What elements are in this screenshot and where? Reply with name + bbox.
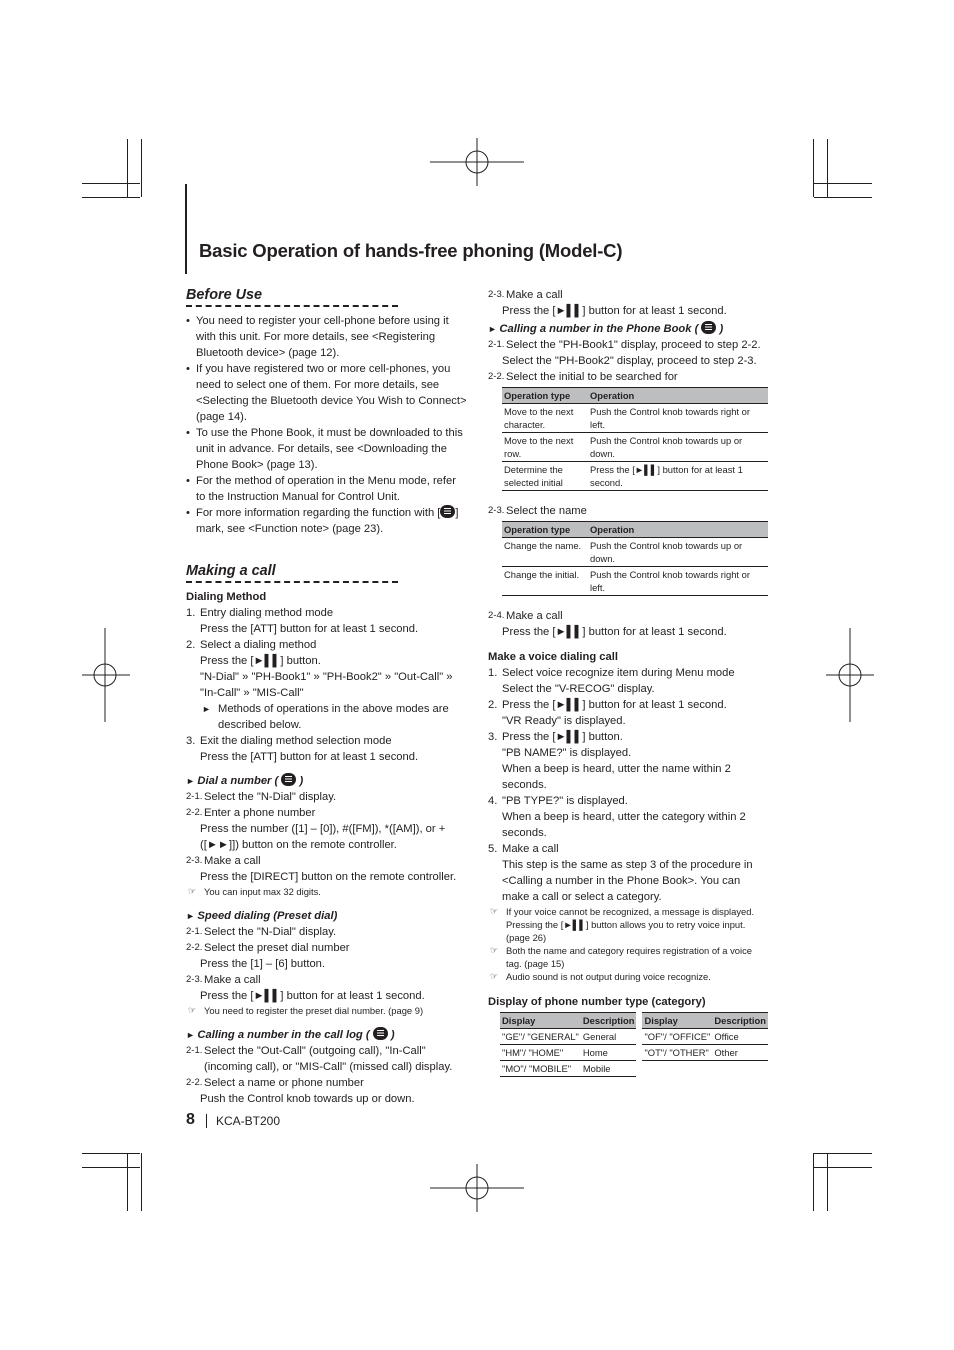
table-cell: General — [581, 1029, 640, 1045]
registration-mark-top — [430, 138, 524, 186]
step-1: 1. Entry dialing method mode — [186, 607, 334, 619]
table-cell: Push the Control knob towards right or left. — [588, 404, 768, 433]
table-cell: Mobile — [581, 1061, 640, 1077]
category-heading: Display of phone number type (category) — [488, 996, 706, 1008]
voice-note: ☞ Audio sound is not output during voice recognize. — [490, 971, 711, 982]
table-row — [502, 433, 768, 462]
pb-step-2-1-b: Select the "PH-Book2" display, proceed to step 2-3. — [502, 355, 757, 367]
table-cell — [712, 1061, 768, 1077]
name-select-table — [502, 521, 768, 596]
left-column — [186, 287, 468, 1107]
list-item: • If you have registered two or more cell-phones, you need to select one of them. For more details, see <Selecting the Bluetooth device You Wish to Connect> (page 14). — [186, 361, 468, 425]
pb-step-2-1: 2-1. Select the "PH-Book1" display, proceed to step 2-2. — [488, 339, 761, 351]
table-header: Description — [712, 1013, 768, 1029]
table-cell: Other — [712, 1045, 768, 1061]
table-row — [502, 538, 768, 567]
table-cell: Push the Control knob towards up or down. — [588, 433, 768, 462]
table-row — [502, 567, 768, 596]
category-table — [500, 1012, 768, 1077]
log-step-2-2: 2-2. Select a name or phone number — [186, 1077, 364, 1089]
pb-step-2-4-text: Press the [►▌▌] button for at least 1 second. — [502, 626, 727, 638]
list-item: • You need to register your cell-phone before using it with this unit. For more details, see <Registering Bluetooth device> (page 12). — [186, 313, 468, 361]
arrow-icon: ► — [202, 704, 211, 714]
dial-step-2-1: 2-1. Select the "N-Dial" display. — [186, 791, 337, 803]
table-cell: "OT"/ "OTHER" — [639, 1045, 712, 1061]
table-header: Operation type — [502, 522, 588, 538]
voice-step-5-text: This step is the same as step 3 of the procedure in <Calling a number in the Phone Book>. You can make a call or select a category. — [502, 859, 753, 903]
step-2-modes: "N-Dial" » "PH-Book1" » "PH-Book2" » "Out-Call" » "In-Call" » "MIS-Call" — [200, 671, 453, 699]
voice-step-3: 3. Press the [►▌▌] button. — [488, 731, 623, 743]
voice-dial-heading: Make a voice dialing call — [488, 651, 618, 663]
step-2-text: Press the [►▌▌] button. — [200, 655, 321, 667]
log-step-2-2-text: Push the Control knob towards up or down. — [200, 1093, 415, 1105]
table-cell: "OF"/ "OFFICE" — [639, 1029, 712, 1045]
before-use-list — [186, 313, 468, 537]
table-cell: Press the [►▌▌] button for at least 1 second. — [588, 462, 768, 491]
voice-step-5: 5. Make a call — [488, 843, 559, 855]
table-row — [500, 1029, 768, 1045]
voice-step-3-text: "PB NAME?" is displayed. — [502, 747, 632, 759]
table-row — [502, 404, 768, 433]
note-icon: ☞ — [188, 886, 197, 896]
dialing-method-heading: Dialing Method — [186, 591, 267, 603]
table-cell: Home — [581, 1045, 640, 1061]
call-log-heading: ► Calling a number in the call log ( ) — [186, 1029, 395, 1041]
table-cell: Move to the next character. — [502, 404, 588, 433]
arrow-icon: ► — [488, 324, 500, 334]
table-cell: Determine the selected initial — [502, 462, 588, 491]
function-note-icon — [373, 1027, 388, 1040]
speed-step-2-3-text: Press the [►▌▌] button for at least 1 second. — [200, 990, 425, 1002]
page-number: 8 — [186, 1111, 195, 1128]
dial-step-2-2: 2-2. Enter a phone number — [186, 807, 316, 819]
voice-step-2: 2. Press the [►▌▌] button for at least 1 second. — [488, 699, 727, 711]
arrow-icon: ► — [186, 911, 198, 921]
table-cell: "MO"/ "MOBILE" — [500, 1061, 581, 1077]
log-step-2-3: 2-3. Make a call — [488, 289, 563, 301]
table-header: Display — [500, 1013, 581, 1029]
before-use-heading: Before Use — [186, 287, 468, 313]
dial-number-heading: ► Dial a number ( ) — [186, 775, 304, 787]
log-step-2-3-text: Press the [►▌▌] button for at least 1 second. — [502, 305, 727, 317]
list-item: • For more information regarding the function with [ ] mark, see <Function note> (page 23). — [186, 505, 468, 537]
voice-step-4-text: When a beep is heard, utter the category within 2 seconds. — [502, 811, 746, 839]
step-1-text: Press the [ATT] button for at least 1 second. — [200, 623, 419, 635]
table-row — [502, 462, 768, 491]
log-step-2-1: 2-1. Select the "Out-Call" (outgoing call), "In-Call" (incoming call), or "MIS-Call" (missed call) display. — [186, 1045, 453, 1073]
voice-step-1-text: Select the "V-RECOG" display. — [502, 683, 655, 695]
function-note-icon — [281, 773, 296, 786]
speed-step-2-2-text: Press the [1] – [6] button. — [200, 958, 326, 970]
note-icon: ☞ — [490, 971, 499, 981]
table-cell: Change the initial. — [502, 567, 588, 596]
pb-step-2-4: 2-4. Make a call — [488, 610, 563, 622]
table-cell: Office — [712, 1029, 768, 1045]
arrow-icon: ► — [186, 776, 198, 786]
table-cell: "HM"/ "HOME" — [500, 1045, 581, 1061]
page-title: Basic Operation of hands-free phoning (Model-C) — [199, 240, 623, 261]
table-cell: Change the name. — [502, 538, 588, 567]
dial-step-2-3-text: Press the [DIRECT] button on the remote controller. — [200, 871, 457, 883]
list-item: • To use the Phone Book, it must be downloaded to this unit in advance. For details, see <Downloading the Phone Book> (page 13). — [186, 425, 468, 473]
initial-search-table — [502, 387, 768, 491]
note-icon: ☞ — [188, 1005, 197, 1015]
table-row — [500, 1045, 768, 1061]
speed-note: ☞ You need to register the preset dial number. (page 9) — [188, 1005, 424, 1016]
table-row — [500, 1061, 768, 1077]
table-cell: Push the Control knob towards up or down. — [588, 538, 768, 567]
registration-mark-right — [826, 628, 874, 722]
table-header: Operation type — [502, 388, 588, 404]
table-cell — [639, 1061, 712, 1077]
title-rule — [185, 184, 187, 274]
voice-step-1: 1. Select voice recognize item during Menu mode — [488, 667, 735, 679]
registration-mark-left — [82, 628, 130, 722]
registration-mark-bottom — [430, 1164, 524, 1212]
speed-step-2-3: 2-3. Make a call — [186, 974, 261, 986]
table-header: Description — [581, 1013, 640, 1029]
step-3: 3. Exit the dialing method selection mode — [186, 735, 392, 747]
speed-dial-heading: ► Speed dialing (Preset dial) — [186, 910, 338, 922]
voice-note: ☞ Both the name and category requires registration of a voice tag. (page 15) — [490, 945, 752, 969]
note-icon: ☞ — [490, 906, 499, 916]
right-column — [488, 287, 770, 1077]
speed-step-2-2: 2-2. Select the preset dial number — [186, 942, 350, 954]
table-header: Operation — [588, 522, 768, 538]
table-cell: Push the Control knob towards right or left. — [588, 567, 768, 596]
pb-step-2-3: 2-3. Select the name — [488, 505, 587, 517]
footer-divider — [206, 1114, 207, 1128]
note-icon: ☞ — [490, 945, 499, 955]
voice-step-3-text2: When a beep is heard, utter the name within 2 seconds. — [502, 763, 731, 791]
voice-note: ☞ If your voice cannot be recognized, a message is displayed. Pressing the [►▌▌] button allows you to retry voice input. (page 26) — [490, 906, 755, 943]
speed-step-2-1: 2-1. Select the "N-Dial" display. — [186, 926, 337, 938]
step-2: 2. Select a dialing method — [186, 639, 317, 651]
pb-step-2-2: 2-2. Select the initial to be searched for — [488, 371, 678, 383]
phone-book-heading: ► Calling a number in the Phone Book ( ) — [488, 323, 724, 335]
dial-note: ☞ You can input max 32 digits. — [188, 886, 321, 897]
voice-step-4: 4. "PB TYPE?" is displayed. — [488, 795, 628, 807]
table-header: Display — [639, 1013, 712, 1029]
model-name: KCA-BT200 — [216, 1114, 281, 1128]
table-header: Operation — [588, 388, 768, 404]
table-cell: "GE"/ "GENERAL" — [500, 1029, 581, 1045]
making-a-call-heading: Making a call — [186, 563, 468, 589]
arrow-icon: ► — [186, 1030, 198, 1040]
table-cell: Move to the next row. — [502, 433, 588, 462]
step-2-note: ► Methods of operations in the above modes are described below. — [202, 703, 449, 731]
step-3-text: Press the [ATT] button for at least 1 second. — [200, 751, 419, 763]
list-item: • For the method of operation in the Menu mode, refer to the Instruction Manual for Control Unit. — [186, 473, 468, 505]
voice-step-2-text: "VR Ready" is displayed. — [502, 715, 626, 727]
function-note-icon — [701, 321, 716, 334]
dial-step-2-3: 2-3. Make a call — [186, 855, 261, 867]
function-note-icon — [440, 505, 455, 518]
dial-step-2-2-text: Press the number ([1] – [0]), #([FM]), *([AM]), or +([►►]]) button on the remote controller. — [200, 823, 446, 851]
